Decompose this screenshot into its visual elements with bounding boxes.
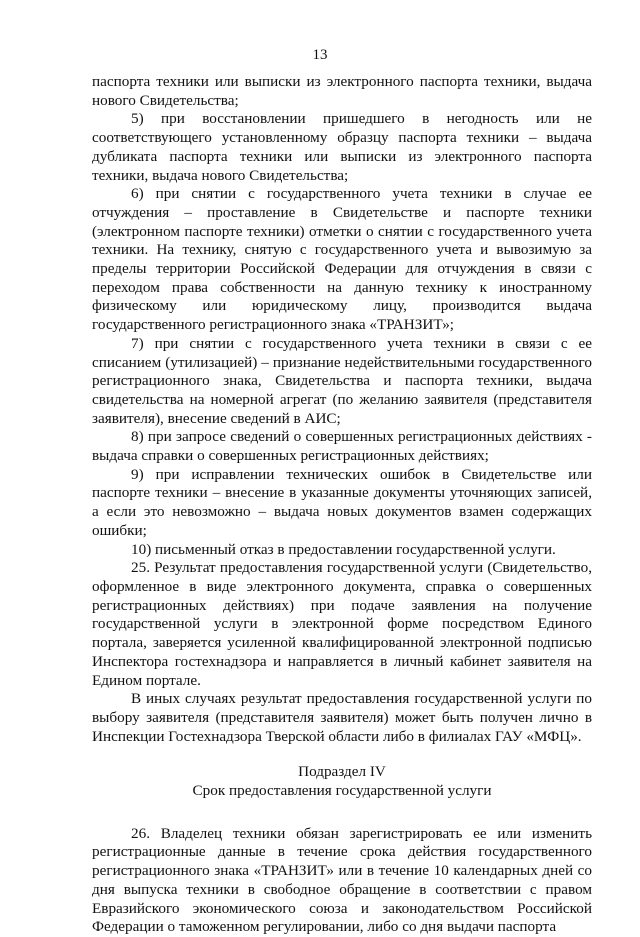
document-body — [92, 73, 592, 937]
subsection-title: Подраздел IV — [298, 763, 386, 781]
paragraph: 5) при восстановлении пришедшего в негодность или не соответствующего установленному образцу паспорта техники – выдача дубликата паспорта техники или выписки из электронного паспорта техники, выдача нового Свидетельства; — [92, 110, 592, 184]
paragraph-group-bottom — [92, 825, 592, 937]
paragraph: 26. Владелец техники обязан зарегистрировать ее или изменить регистрационные данные в течение срока действия государственного регистрационного знака «ТРАНЗИТ» или в течение 10 календарных дней со дня выпуска техники в свободное обращение в соответствии с правом Евразийского экономического союза и законодательством Российской Федерации о таможенном регулировании, либо со дня выдачи паспорта — [92, 824, 592, 936]
subsection-subtitle: Срок предоставления государственной услуги — [192, 782, 492, 800]
paragraph: паспорта техники или выписки из электронного паспорта техники, выдача нового Свидетельства; — [92, 73, 592, 109]
spacer — [92, 746, 592, 763]
paragraph-group-top — [92, 73, 592, 746]
paragraph: 10) письменный отказ в предоставлении государственной услуги. — [131, 540, 556, 558]
spacer — [92, 801, 592, 825]
paragraph: В иных случаях результат предоставления государственной услуги по выбору заявителя (представителя заявителя) может быть получен лично в Инспекции Гостехнадзора Тверской области либо в филиалах ГАУ «МФЦ». — [92, 690, 592, 745]
paragraph: 7) при снятии с государственного учета техники в связи с ее списанием (утилизацией) – признание недействительными государственного регистрационного знака, Свидетельства и паспорта техники, выдача свидетельства на номерной агрегат (по желанию заявителя (представителя заявителя), внесение сведений в АИС; — [92, 334, 592, 427]
paragraph: 8) при запросе сведений о совершенных регистрационных действиях - выдача справки о совершенных регистрационных действиях; — [92, 428, 592, 465]
paragraph: 6) при снятии с государственного учета техники в случае ее отчуждения – проставление в Свидетельстве и паспорте техники (электронном паспорте техники) отметки о снятии с государственного учета техники. На технику, снятую с государственного учета и вывозимую за пределы территории Российской Федерации для отчуждения в связи с переходом права собственности на данную технику к иностранному физическому или юридическому лицу, производится выдача государственного регистрационного знака «ТРАНЗИТ»; — [92, 185, 592, 334]
paragraph: 9) при исправлении технических ошибок в Свидетельстве или паспорте техники – внесение в указанные документы уточняющих записей, а если это невозможно – выдача новых документов взамен содержащих ошибки; — [92, 465, 592, 539]
page-number: 13 — [312, 47, 328, 63]
paragraph: 25. Результат предоставления государственной услуги (Свидетельство, оформленное в виде электронного документа, справка о совершенных регистрационных действиях) при подаче заявления на получение государственной услуги в электронной форме посредством Единого портала, заверяется усиленной квалифицированной электронной подписью Инспектора гостехнадзора и направляется в личный кабинет заявителя на Едином портале. — [92, 559, 592, 689]
